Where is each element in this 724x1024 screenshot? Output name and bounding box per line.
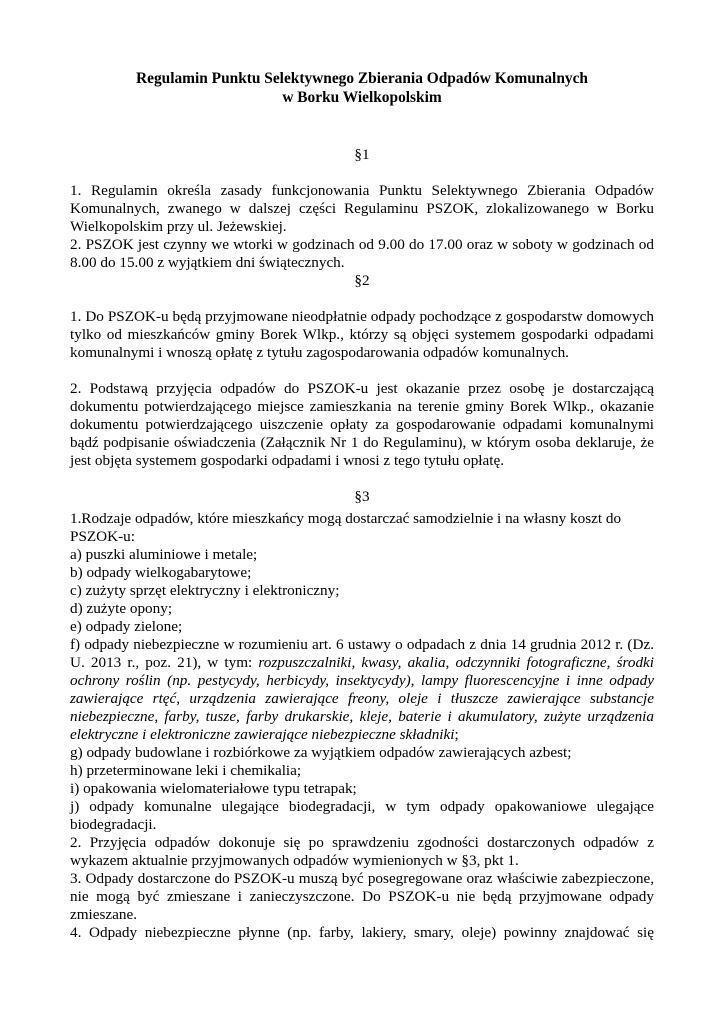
section-3-paragraph-4 — [70, 924, 654, 942]
list-item-i: i) opakowania wielomateriałowe typu tetrapak; — [70, 780, 357, 798]
section-3-paragraph-4-line: 4. Odpady niebezpieczne płynne (np. farby, lakiery, smary, oleje) powinny znajdować się — [70, 924, 654, 941]
section-3-intro-line-1: 1.Rodzaje odpadów, które mieszkańcy mogą dostarczać samodzielnie i na własny koszt do — [70, 510, 622, 527]
section-3-intro-line-2: PSZOK-u: — [70, 528, 135, 546]
list-item-g: g) odpady budowlane i rozbiórkowe za wyjątkiem odpadów zawierających azbest; — [70, 744, 572, 761]
document-title — [70, 70, 654, 107]
section-3-heading: §3 — [354, 488, 370, 505]
list-item-f-end: ; — [454, 726, 459, 744]
section-3-intro — [70, 510, 654, 546]
section-3-paragraph-2: 2. Przyjęcia odpadów dokonuje się po sprawdzeniu zgodności dostarczonych odpadów z wykazem aktualnie przyjmowanych odpadów wymienionych w §3, pkt 1. — [70, 834, 654, 870]
list-item-b: b) odpady wielkogabarytowe; — [70, 564, 252, 582]
section-1-paragraph-1: 1. Regulamin określa zasady funkcjonowania Punktu Selektywnego Zbierania Odpadów Komunalnych, zwanego w dalszej części Regulaminu PSZOK, zlokalizowanego w Borku Wielkopolskim przy ul. Jeżewskiej. — [70, 182, 654, 236]
section-1-paragraph-2: 2. PSZOK jest czynny we wtorki w godzinach od 9.00 do 17.00 oraz w soboty w godzinach od 8.00 do 15.00 z wyjątkiem dni świątecznych. — [70, 236, 654, 272]
section-1-heading: §1 — [354, 146, 370, 163]
section-2-paragraph-2: 2. Podstawą przyjęcia odpadów do PSZOK-u jest okazanie przez osobę je dostarczającą dokumentu potwierdzającego miejsce zamieszkania na terenie gminy Borek Wlkp., okazanie dokumentu potwierdzającego uiszczenie opłaty za gospodarowanie odpadami komunalnymi bądź podpisanie oświadczenia (Załącznik Nr 1 do Regulaminu), w którym osoba deklaruje, że jest objęta systemem gospodarki odpadami i wnosi z tego tytułu opłatę. — [70, 380, 654, 470]
section-2-paragraph-1: 1. Do PSZOK-u będą przyjmowane nieodpłatnie odpady pochodzące z gospodarstw domowych tylko od mieszkańców gminy Borek Wlkp., którzy są objęci systemem gospodarki odpadami komunalnymi i wnoszą opłatę z tytułu zagospodarowania odpadów komunalnych. — [70, 308, 654, 362]
list-item-j: j) odpady komunalne ulegające biodegradacji, w tym odpady opakowaniowe ulegające biodegradacji. — [70, 798, 654, 834]
section-3-paragraph-3: 3. Odpady dostarczone do PSZOK-u muszą być posegregowane oraz właściwie zabezpieczone, nie mogą być zmieszane i zanieczyszczone. Do PSZOK-u nie będą przyjmowane odpady zmieszane. — [70, 870, 654, 924]
list-item-a: a) puszki aluminiowe i metale; — [70, 546, 258, 563]
list-item-f-hazardous-examples: rozpuszczalniki, kwasy, akalia, odczynniki fotograficzne, środki ochrony roślin (np. pestycydy, herbicydy, insektycydy), lampy fluorescencyjne i inne odpady zawierające rtęć, urządzenia zawierające freony, oleje i tłuszcze zawierające substancje niebezpieczne, farby, tusze, farby drukarskie, kleje, baterie i akumulatory, zużyte urządzenia elektryczne i elektroniczne zawierające niebezpieczne składniki — [70, 654, 654, 744]
waste-type-list — [70, 546, 654, 636]
list-item-d: d) zużyte opony; — [70, 600, 173, 618]
title-line-1: Regulamin Punktu Selektywnego Zbierania Odpadów Komunalnych — [136, 70, 588, 87]
list-item-h: h) przeterminowane leki i chemikalia; — [70, 762, 302, 780]
list-item-e: e) odpady zielone; — [70, 618, 183, 636]
list-item-c: c) zużyty sprzęt elektryczny i elektroniczny; — [70, 582, 340, 600]
waste-type-list-continued — [70, 744, 654, 798]
list-item-f — [70, 636, 654, 745]
section-2-heading: §2 — [354, 272, 370, 289]
list-item-f-text: f) odpady niebezpieczne w rozumieniu art. 6 ustawy o odpadach z dnia 14 grudnia 2012 r. (Dz. U. 2013 r., poz. 21), w tym: — [70, 636, 654, 672]
title-line-2: w Borku Wielkopolskim — [282, 88, 442, 106]
